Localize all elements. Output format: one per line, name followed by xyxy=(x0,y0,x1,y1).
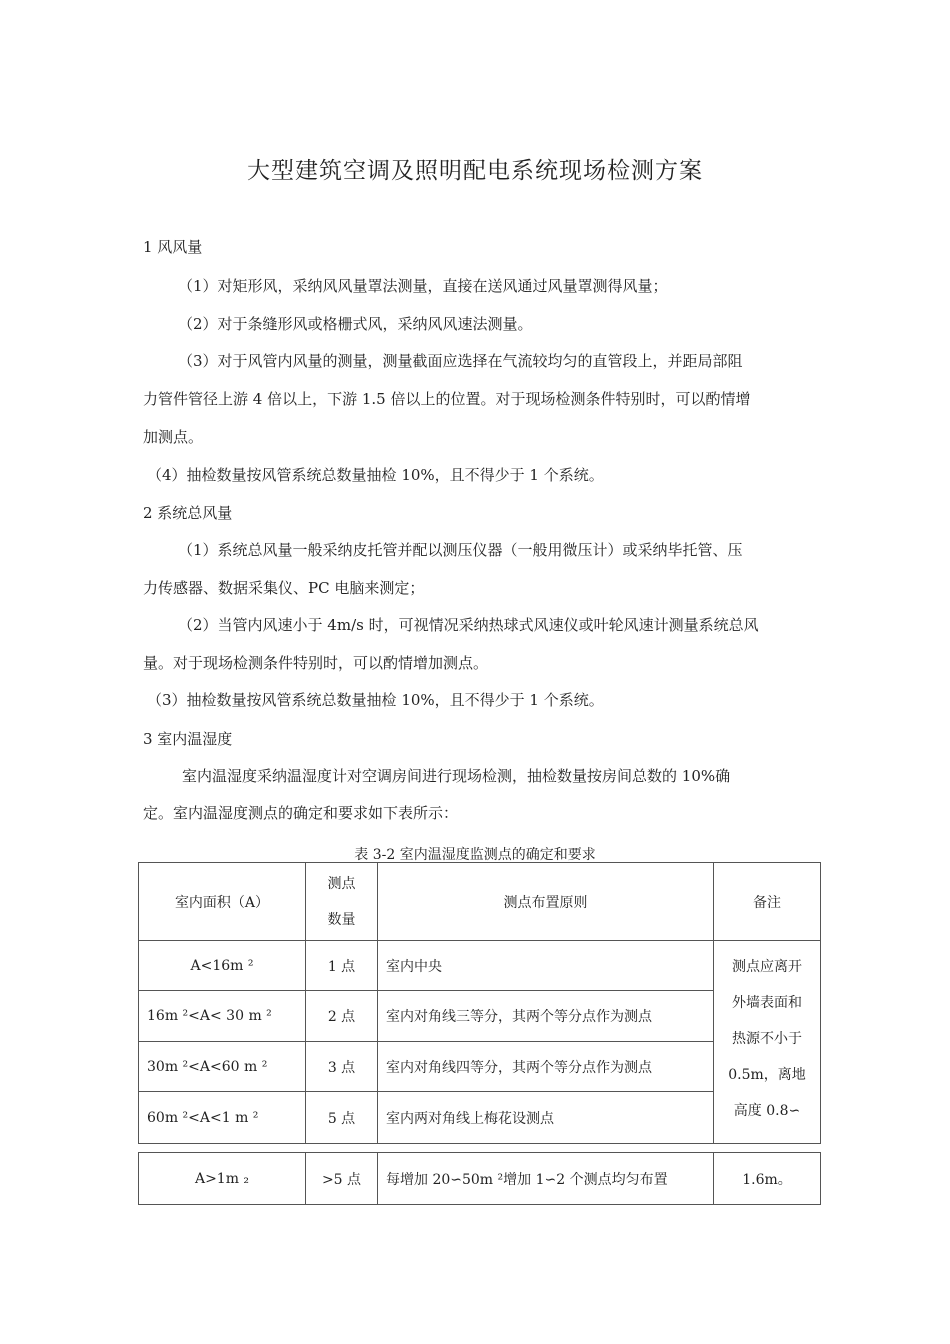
table-spacer xyxy=(139,1144,821,1153)
paragraph: 加测点。 xyxy=(143,428,204,446)
cell-count: 5 点 xyxy=(306,1092,378,1144)
remark-line: 0.5m，离地 xyxy=(728,1067,806,1083)
paragraph: 定。室内温湿度测点的确定和要求如下表所示： xyxy=(143,804,459,822)
cell-area: A<16m ² xyxy=(139,941,306,991)
cell-remark xyxy=(714,941,821,1144)
cell-remark: 1.6m。 xyxy=(714,1153,821,1205)
section-heading: 1 风风量 xyxy=(143,238,203,256)
remark-line: 高度 0.8∽ xyxy=(733,1103,801,1119)
paragraph: （2）对于条缝形风或格栅式风，采纳风风速法测量。 xyxy=(178,315,533,333)
paragraph: （1）系统总风量一般采纳皮托管并配以测压仪器（一般用微压计）或采纳毕托管、压 xyxy=(178,541,743,559)
header-count xyxy=(306,863,378,941)
remark-line: 外墙表面和 xyxy=(732,995,802,1011)
cell-area: 60m ²<A<1 m ² xyxy=(139,1092,306,1144)
measurement-table xyxy=(138,862,821,1205)
paragraph: 力传感器、数据采集仪、PC 电脑来测定； xyxy=(143,579,425,597)
header-principle: 测点布置原则 xyxy=(378,863,714,941)
cell-area: 30m ²<A<60 m ² xyxy=(139,1042,306,1092)
paragraph: （1）对矩形风，采纳风风量罩法测量，直接在送风通过风量罩测得风量； xyxy=(178,277,668,295)
section-heading: 2 系统总风量 xyxy=(143,504,233,522)
paragraph: （2）当管内风速小于 4m/s 时，可视情况采纳热球式风速仪或叶轮风速计测量系统总风 xyxy=(178,616,759,634)
table-caption: 表 3-2 室内温湿度监测点的确定和要求 xyxy=(354,847,596,863)
cell-area: A>1m ₂ xyxy=(139,1153,306,1205)
paragraph: （4）抽检数量按风管系统总数量抽检 10%，且不得少于 1 个系统。 xyxy=(147,466,604,484)
cell-principle: 室内对角线四等分，其两个等分点作为测点 xyxy=(378,1042,714,1092)
paragraph: （3）对于风管内风量的测量，测量截面应选择在气流较均匀的直管段上，并距局部阻 xyxy=(178,352,743,370)
cell-area: 16m ²<A< 30 m ² xyxy=(139,991,306,1042)
table-row xyxy=(139,941,821,991)
paragraph: 量。对于现场检测条件特别时，可以酌情增加测点。 xyxy=(143,654,489,672)
header-remark: 备注 xyxy=(714,863,821,941)
cell-principle: 室内对角线三等分，其两个等分点作为测点 xyxy=(378,991,714,1042)
cell-count: 1 点 xyxy=(306,941,378,991)
table-row xyxy=(139,1153,821,1205)
cell-count: 3 点 xyxy=(306,1042,378,1092)
cell-principle: 室内中央 xyxy=(378,941,714,991)
header-count-line: 测点 xyxy=(327,875,356,892)
section-heading: 3 室内温湿度 xyxy=(143,730,233,748)
header-area: 室内面积（A） xyxy=(139,863,306,941)
paragraph: 力管件管径上游 4 倍以上，下游 1.5 倍以上的位置。对于现场检测条件特别时，可以酌情增 xyxy=(143,390,751,408)
header-count-line: 数量 xyxy=(327,911,356,928)
paragraph: 室内温湿度采纳温湿度计对空调房间进行现场检测，抽检数量按房间总数的 10%确 xyxy=(182,767,731,785)
cell-count: 2 点 xyxy=(306,991,378,1042)
paragraph: （3）抽检数量按风管系统总数量抽检 10%，且不得少于 1 个系统。 xyxy=(147,691,604,709)
table-header-row xyxy=(139,863,821,941)
cell-count: >5 点 xyxy=(306,1153,378,1205)
cell-principle: 室内两对角线上梅花设测点 xyxy=(378,1092,714,1144)
cell-principle: 每增加 20∽50m ²增加 1∽2 个测点均匀布置 xyxy=(378,1153,714,1205)
remark-line: 热源不小于 xyxy=(732,1031,802,1047)
remark-line: 测点应离开 xyxy=(732,959,802,975)
page-title: 大型建筑空调及照明配电系统现场检测方案 xyxy=(247,158,703,184)
